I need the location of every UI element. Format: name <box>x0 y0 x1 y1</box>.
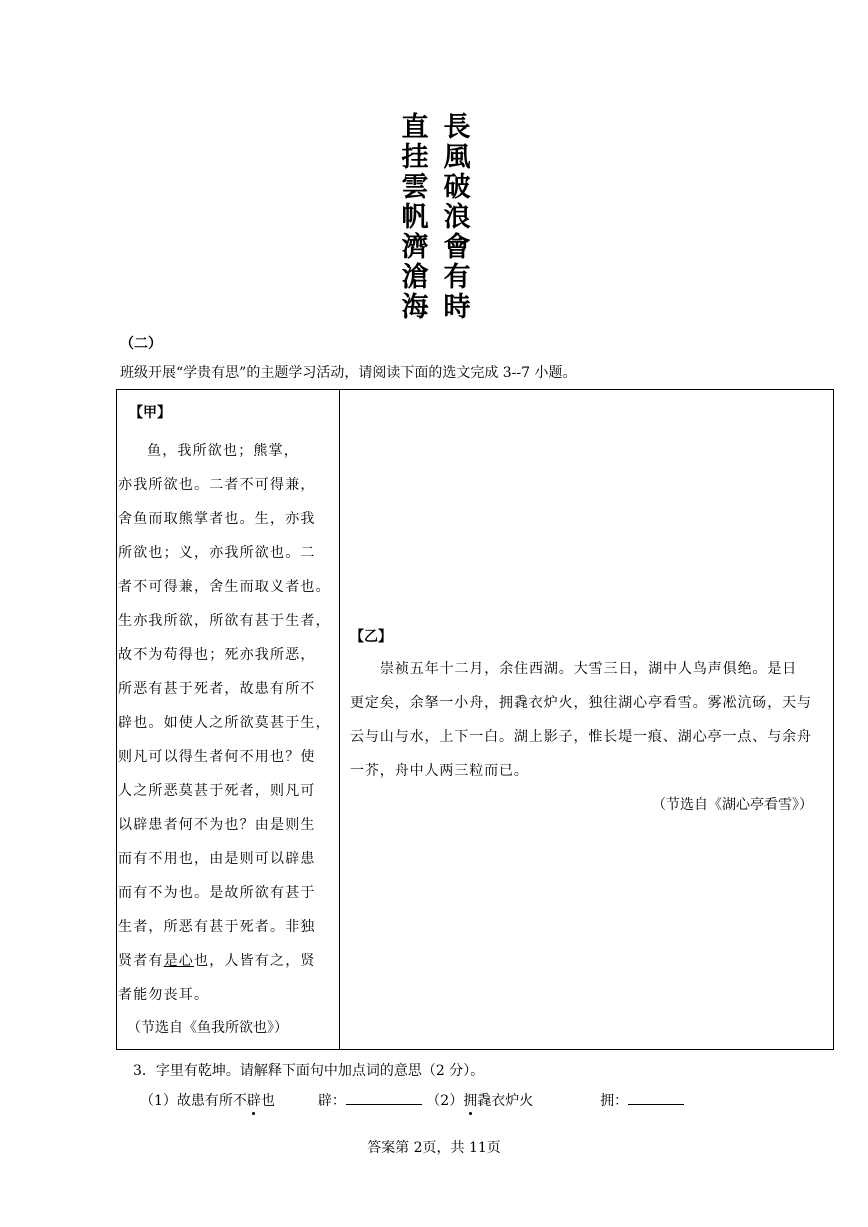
calligraphy-char: 時 <box>443 292 471 323</box>
passage-jia-tag: 【甲】 <box>129 405 171 421</box>
passage-jia <box>117 390 339 1049</box>
answer-blank-2[interactable] <box>628 1090 684 1105</box>
passage-line: 生亦我所欲，所欲有甚于生者， <box>118 613 331 629</box>
passage-line: 生者，所恶有甚于死者。非独 <box>118 919 316 935</box>
calligraphy-left-column <box>398 113 432 325</box>
calligraphy-char: 有 <box>443 262 471 293</box>
calligraphy-char: 挂 <box>401 142 429 173</box>
question-item-1 <box>140 1090 275 1110</box>
passage-yi-body <box>350 652 830 788</box>
passage-line: 辟也。如使人之所欲莫甚于生， <box>118 715 331 731</box>
underlined-phrase: 是心 <box>163 953 195 969</box>
passage-text: 贤者有 <box>118 953 164 969</box>
passage-line: 则凡可以得生者何不用也？使 <box>118 749 316 765</box>
question-text: （2） <box>426 1093 464 1109</box>
passage-line: 而有不用也，由是则可以辟患 <box>118 851 316 867</box>
reading-table <box>116 389 834 1050</box>
calligraphy-char: 長 <box>443 112 471 143</box>
dotted-word: 辟 <box>247 1090 261 1110</box>
passage-text: 也，人皆有之，贤 <box>194 953 316 969</box>
calligraphy-char: 海 <box>401 292 429 323</box>
passage-line: 人之所恶莫甚于死者，则凡可 <box>118 783 316 799</box>
calligraphy-char: 風 <box>443 142 471 173</box>
question-item-2 <box>426 1090 533 1110</box>
passage-line: 舍鱼而取熊掌者也。生，亦我 <box>118 511 316 527</box>
passage-jia-body <box>117 434 339 1012</box>
page-footer: 答案第 2页，共 11页 <box>367 1140 501 1156</box>
answer-label: 拥： <box>600 1093 629 1109</box>
calligraphy-char: 浪 <box>443 202 471 233</box>
calligraphy-char: 滄 <box>401 262 429 293</box>
passage-line <box>117 944 339 978</box>
passage-yi-tag: 【乙】 <box>350 629 392 645</box>
calligraphy-char: 直 <box>401 112 429 143</box>
question-text: 也 <box>260 1093 275 1109</box>
passage-yi-source: （节选自《湖心亭看雪》） <box>652 797 813 813</box>
calligraphy-char: 濟 <box>401 232 429 263</box>
passage-line: 云与山与水，上下一白。湖上影子，惟长堤一痕、湖心亭一点、与余舟 <box>350 729 812 745</box>
question-text: 毳衣炉火 <box>477 1093 534 1109</box>
passage-line: 更定矣，余拏一小舟，拥毳衣炉火，独往湖心亭看雪。雾凇沆砀，天与 <box>350 695 812 711</box>
section-label: （二） <box>120 336 162 352</box>
passage-line: 所恶有甚于死者，故患有所不 <box>118 681 316 697</box>
passage-line: 崇祯五年十二月，余住西湖。大雪三日，湖中人鸟声俱绝。是日 <box>380 661 798 677</box>
calligraphy-char: 會 <box>443 232 471 263</box>
question-text: （1）故患有所不 <box>140 1093 247 1109</box>
passage-line: 者不可得兼，舍生而取义者也。 <box>118 579 331 595</box>
answer-label: 辟： <box>317 1093 346 1109</box>
passage-line: 鱼，我所欲也；熊掌， <box>147 443 299 459</box>
answer-blank-1[interactable] <box>346 1090 422 1105</box>
question-items <box>140 1090 684 1110</box>
intro-text: 班级开展“学贵有思”的主题学习活动，请阅读下面的选文完成 3--7 小题。 <box>120 365 577 381</box>
passage-line: 以辟患者何不为也？由是则生 <box>118 817 316 833</box>
calligraphy-char: 雲 <box>401 172 429 203</box>
passage-line: 者能勿丧耳。 <box>118 987 210 1003</box>
question-title: 3．字里有乾坤。请解释下面句中加点词的意思（2 分）。 <box>133 1063 485 1079</box>
calligraphy-right-column <box>440 113 474 325</box>
calligraphy-char: 破 <box>443 172 471 203</box>
passage-line: 亦我所欲也。二者不可得兼， <box>118 477 316 493</box>
passage-line: 所欲也；义，亦我所欲也。二 <box>118 545 316 561</box>
calligraphy-char: 帆 <box>401 202 429 233</box>
calligraphy-couplet <box>398 113 474 325</box>
dotted-word: 拥 <box>463 1090 477 1110</box>
passage-line: 一芥，舟中人两三粒而已。 <box>350 763 529 779</box>
passage-jia-source: （节选自《鱼我所欲也》） <box>127 1020 288 1036</box>
passage-line: 故不为苟得也；死亦我所恶， <box>118 647 316 663</box>
passage-line: 而有不为也。是故所欲有甚于 <box>118 885 316 901</box>
passage-yi <box>340 390 833 1049</box>
